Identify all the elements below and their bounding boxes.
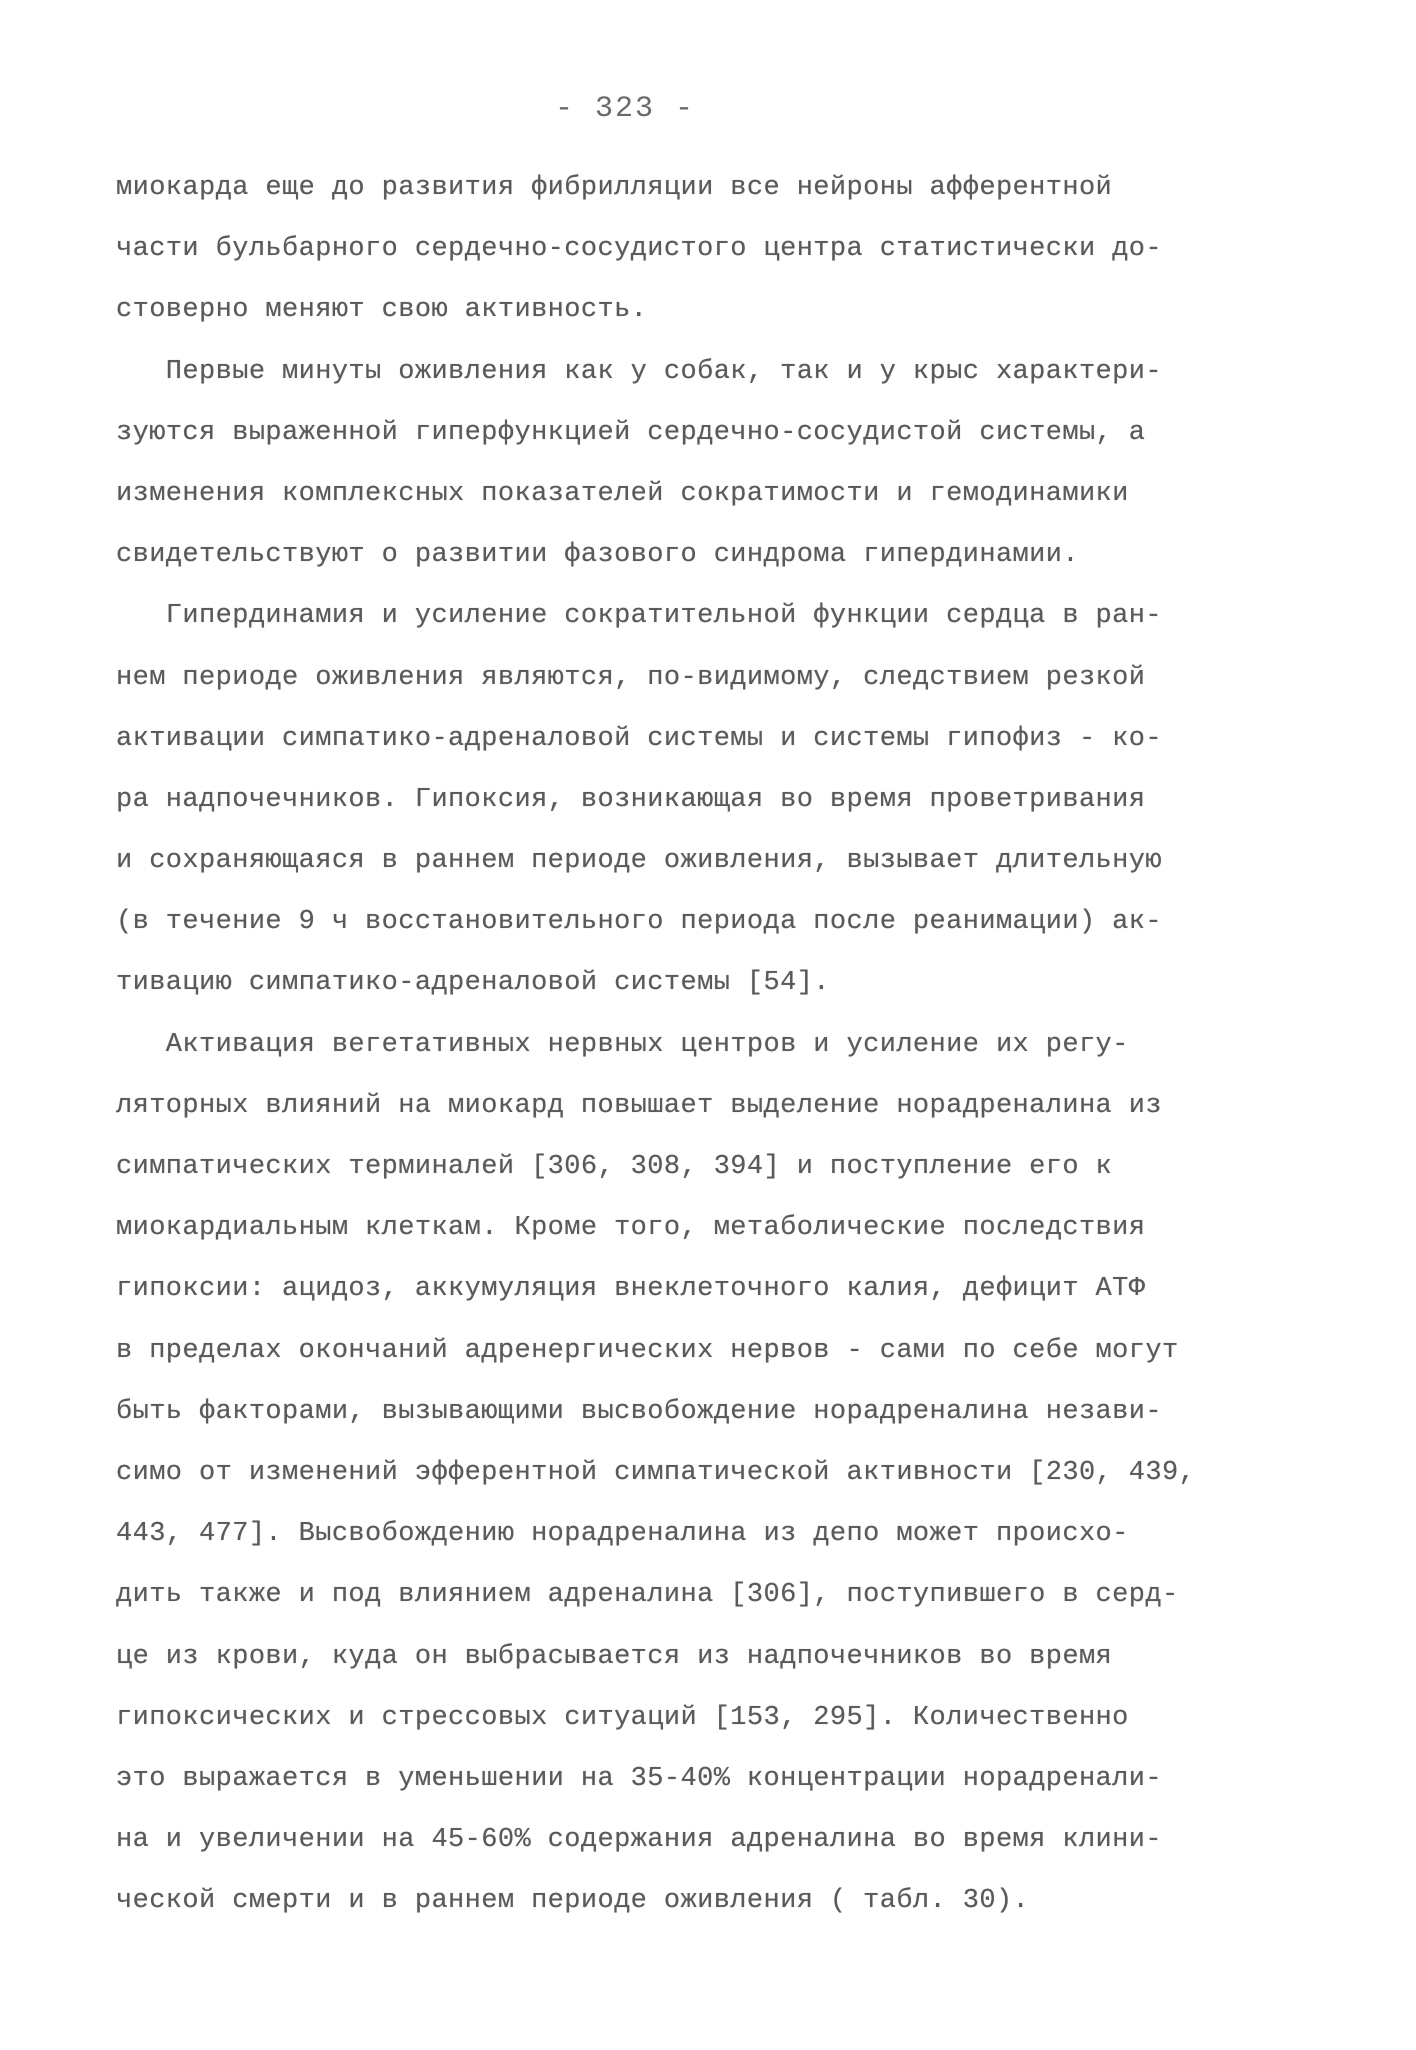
text-line: 443, 477]. Высвобождению норадреналина из депо может происхо- xyxy=(116,1519,1129,1550)
text-line: це из крови, куда он выбрасывается из надпочечников во время xyxy=(116,1641,1113,1672)
text-line: быть факторами, вызывающими высвобождение норадреналина незави- xyxy=(116,1396,1162,1427)
text-line: свидетельствуют о развитии фазового синдрома гипердинамии. xyxy=(116,540,1079,571)
text-line: нем периоде оживления являются, по-видимому, следствием резкой xyxy=(116,662,1146,693)
text-line: (в течение 9 ч восстановительного периода после реанимации) ак- xyxy=(116,907,1162,938)
text-line: это выражается в уменьшении на 35-40% концентрации норадренали- xyxy=(116,1763,1162,1794)
text-line: тивацию симпатико-адреналовой системы [54]. xyxy=(116,968,830,999)
text-line: изменения комплексных показателей сократимости и гемодинамики xyxy=(116,478,1129,509)
text-line: активации симпатико-адреналовой системы и системы гипофиз - ко- xyxy=(116,723,1162,754)
text-line: зуются выраженной гиперфункцией сердечно-сосудистой системы, а xyxy=(116,417,1146,448)
text-line: симпатических терминалей [306, 308, 394] и поступление его к xyxy=(116,1152,1113,1182)
text-line: в пределах окончаний адренергических нервов - сами по себе могут xyxy=(116,1335,1179,1366)
text-line: ляторных влияний на миокард повышает выделение норадреналина из xyxy=(116,1090,1162,1121)
text-line: Гипердинамия и усиление сократительной функции сердца в ран- xyxy=(116,601,1162,632)
text-line: на и увеличении на 45-60% содержания адреналина во время клини- xyxy=(116,1825,1162,1856)
text-line: ческой смерти и в раннем периоде оживления ( табл. 30). xyxy=(116,1886,1030,1917)
text-line: стоверно меняют свою активность. xyxy=(116,295,648,326)
text-line: Активация вегетативных нервных центров и усиление их регу- xyxy=(116,1029,1129,1060)
text-line: ра надпочечников. Гипоксия, возникающая во время проветривания xyxy=(116,784,1146,815)
text-line: гипоксических и стрессовых ситуаций [153, 295]. Количественно xyxy=(116,1702,1129,1733)
text-line: Первые минуты оживления как у собак, так и у крыс характери- xyxy=(116,356,1162,387)
page-number: - 323 - xyxy=(554,92,696,126)
text-line: дить также и под влиянием адреналина [306], поступившего в серд- xyxy=(116,1580,1179,1611)
text-line: симо от изменений эфферентной симпатической активности [230, 439, xyxy=(116,1457,1196,1488)
body-text xyxy=(116,158,1276,1932)
text-line: миокардиальным клеткам. Кроме того, метаболические последствия xyxy=(116,1213,1146,1244)
text-line: гипоксии: ацидоз, аккумуляция внеклеточного калия, дефицит АТФ xyxy=(116,1274,1146,1305)
text-line: и сохраняющаяся в раннем периоде оживления, вызывает длительную xyxy=(116,846,1162,877)
text-line: части бульбарного сердечно-сосудистого центра статистически до- xyxy=(116,234,1162,265)
text-line: миокарда еще до развития фибрилляции все нейроны афферентной xyxy=(116,173,1113,203)
